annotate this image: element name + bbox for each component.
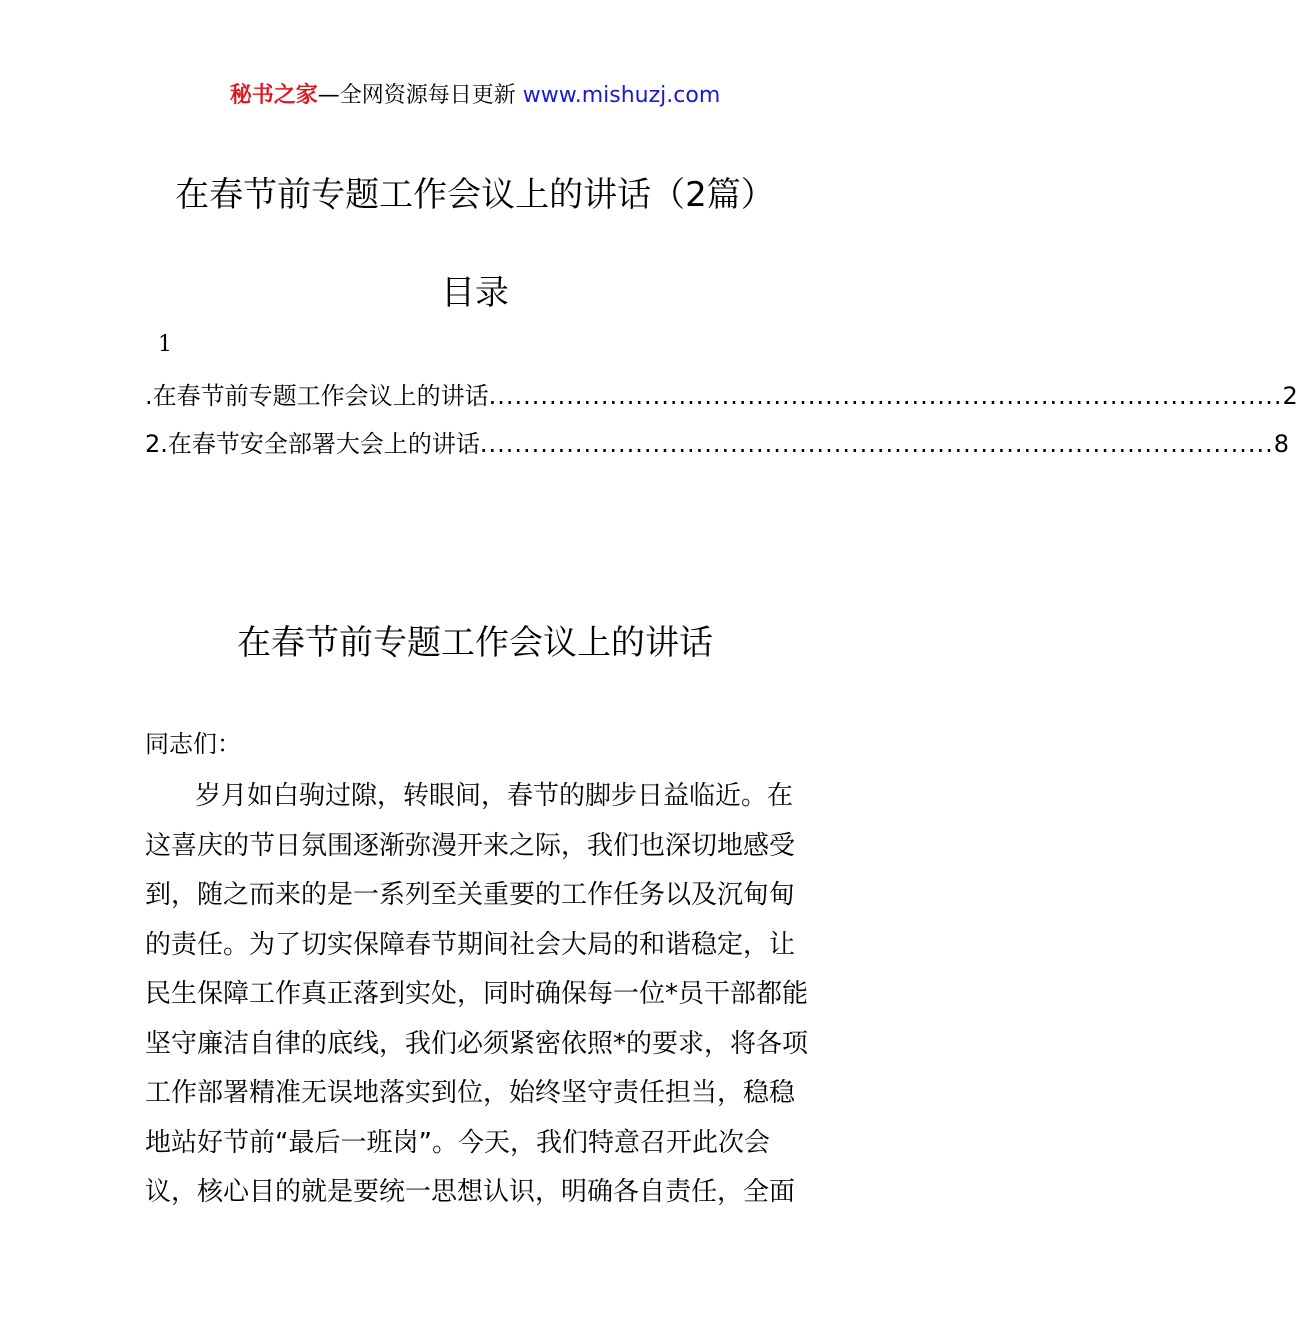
body-line: 到，随之而来的是一系列至关重要的工作任务以及沉甸甸 [145,880,796,910]
body-line: 这喜庆的节日氛围逐渐弥漫开来之际，我们也深切地感受 [145,830,796,861]
brand-name: 秘书之家 [229,83,318,108]
toc-entry-label: .在春节前专题工作会议上的讲话 [145,382,489,410]
body-line: 的责任。为了切实保障春节期间社会大局的和谐稳定，让 [145,929,796,960]
toc-entry-page: 2 [1282,382,1298,410]
toc-heading: 目录 [441,273,509,313]
site-header [0,80,950,112]
body-line: 坚守廉洁自律的底线，我们必须紧密依照*的要求，将各项 [145,1028,809,1059]
toc-entry-page: 8 [1273,430,1290,458]
body-line: 议，核心目的就是要统一思想认识，明确各自责任，全面 [145,1177,796,1207]
section-title: 在春节前专题工作会议上的讲话 [237,623,713,663]
body-line: 民生保障工作真正落到实处，同时确保每一位*员干部都能 [145,979,809,1009]
body-line: 岁月如白驹过隙，转眼间，春节的脚步日益临近。在 [195,781,794,811]
toc-first-number: 1 [158,332,172,357]
site-url-link[interactable]: www.mishuzj.com [522,83,721,108]
toc-leader-dots: ............................................................................................ [488,382,1283,410]
body-paragraph [145,772,809,1218]
toc-entry[interactable] [145,378,1298,414]
header-tagline: —全网资源每日更新 [317,83,516,108]
toc-leader-dots: ............................................................................................ [479,430,1274,458]
toc-entry[interactable] [145,426,1290,462]
toc-entry-label: 2.在春节安全部署大会上的讲话 [145,430,480,458]
body-line: 地站好节前“最后一班岗”。今天，我们特意召开此次会 [145,1127,770,1158]
salutation: 同志们： [145,730,241,758]
body-line: 工作部署精准无误地落实到位，始终坚守责任担当，稳稳 [145,1078,796,1108]
document-title: 在春节前专题工作会议上的讲话（2篇） [175,175,775,215]
